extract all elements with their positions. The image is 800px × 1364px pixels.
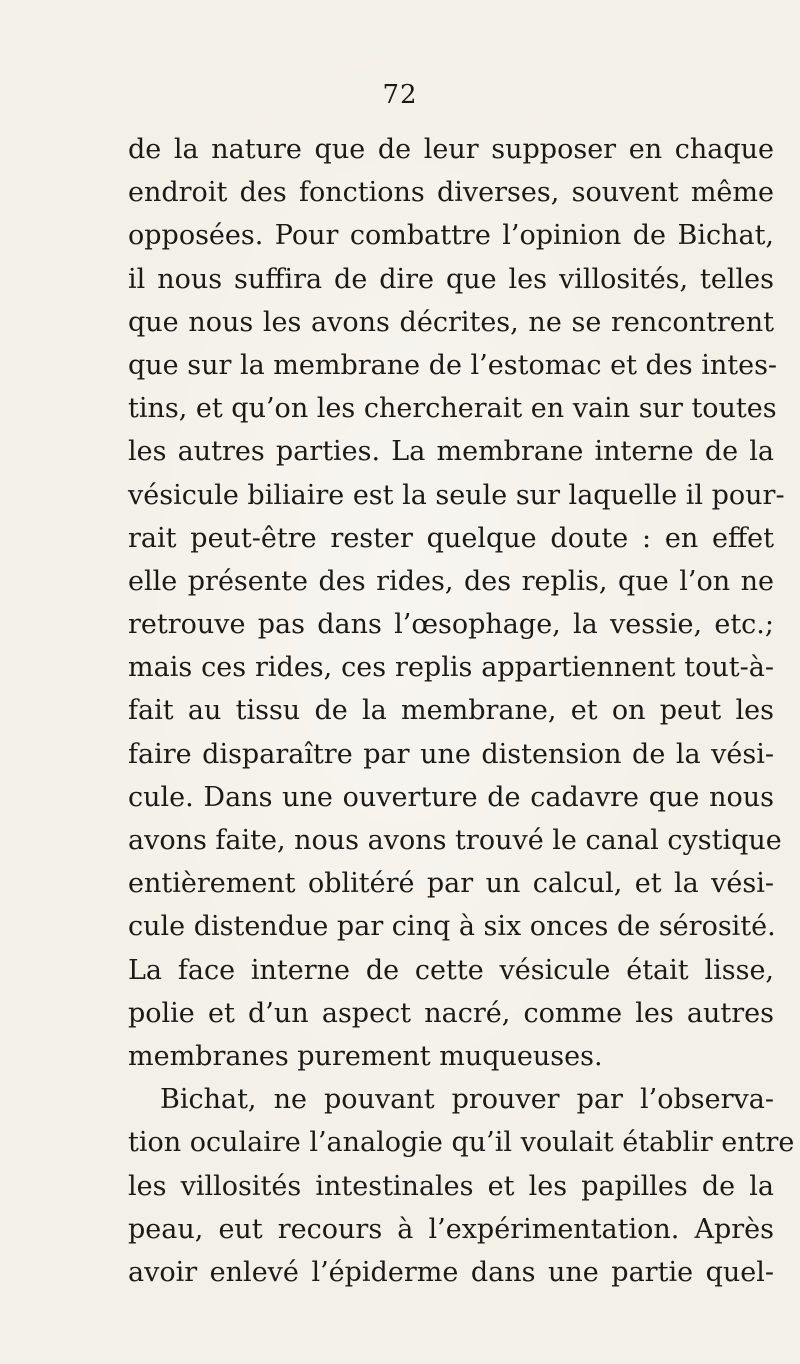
text-line: La face interne de cette vésicule était lisse, <box>128 954 774 986</box>
text-line: tion oculaire l’analogie qu’il voulait établir entre <box>128 1127 795 1159</box>
text-line: avons faite, nous avons trouvé le canal cystique <box>128 825 782 856</box>
text-line: que sur la membrane de l’estomac et des intes- <box>128 349 778 381</box>
text-line: faire disparaître par une distension de la vési- <box>128 738 774 770</box>
text-line: les autres parties. La membrane interne de la <box>128 436 774 468</box>
text-line: tins, et qu’on les chercherait en vain sur toutes <box>128 393 777 425</box>
text-line: que nous les avons décrites, ne se rencontrent <box>128 306 774 338</box>
text-line: endroit des fonctions diverses, souvent même <box>128 177 774 209</box>
text-line: mais ces rides, ces replis appartiennent tout-à- <box>128 652 774 684</box>
text-line: retrouve pas dans l’œsophage, la vessie, etc.; <box>128 609 774 641</box>
text-line: avoir enlevé l’épiderme dans une partie quel- <box>128 1256 774 1288</box>
text-line: cule. Dans une ouverture de cadavre que nous <box>128 781 774 813</box>
page-number: 72 <box>382 80 418 110</box>
text-line: cule distendue par cinq à six onces de sérosité. <box>128 911 776 943</box>
text-line: polie et d’un aspect nacré, comme les autres <box>128 997 774 1029</box>
body-text <box>128 128 795 1294</box>
paragraph-start-line: Bichat, ne pouvant prouver par l’observa- <box>160 1084 774 1116</box>
text-line: les villosités intestinales et les papilles de la <box>128 1170 774 1202</box>
text-line: de la nature que de leur supposer en chaque <box>128 134 774 165</box>
text-line: rait peut-être rester quelque doute : en effet <box>128 522 774 554</box>
text-line: elle présente des rides, des replis, que l’on ne <box>128 565 774 597</box>
text-line: peau, eut recours à l’expérimentation. Après <box>128 1213 774 1245</box>
text-line: opposées. Pour combattre l’opinion de Bichat, <box>128 220 774 252</box>
text-line: fait au tissu de la membrane, et on peut les <box>128 695 774 727</box>
text-line: entièrement oblitéré par un calcul, et la vési- <box>128 868 774 900</box>
paragraph-end-line: membranes purement muqueuses. <box>128 1040 603 1072</box>
text-line: il nous suffira de dire que les villosités, telles <box>128 263 774 295</box>
text-line: vésicule biliaire est la seule sur laquelle il pour- <box>128 479 785 511</box>
